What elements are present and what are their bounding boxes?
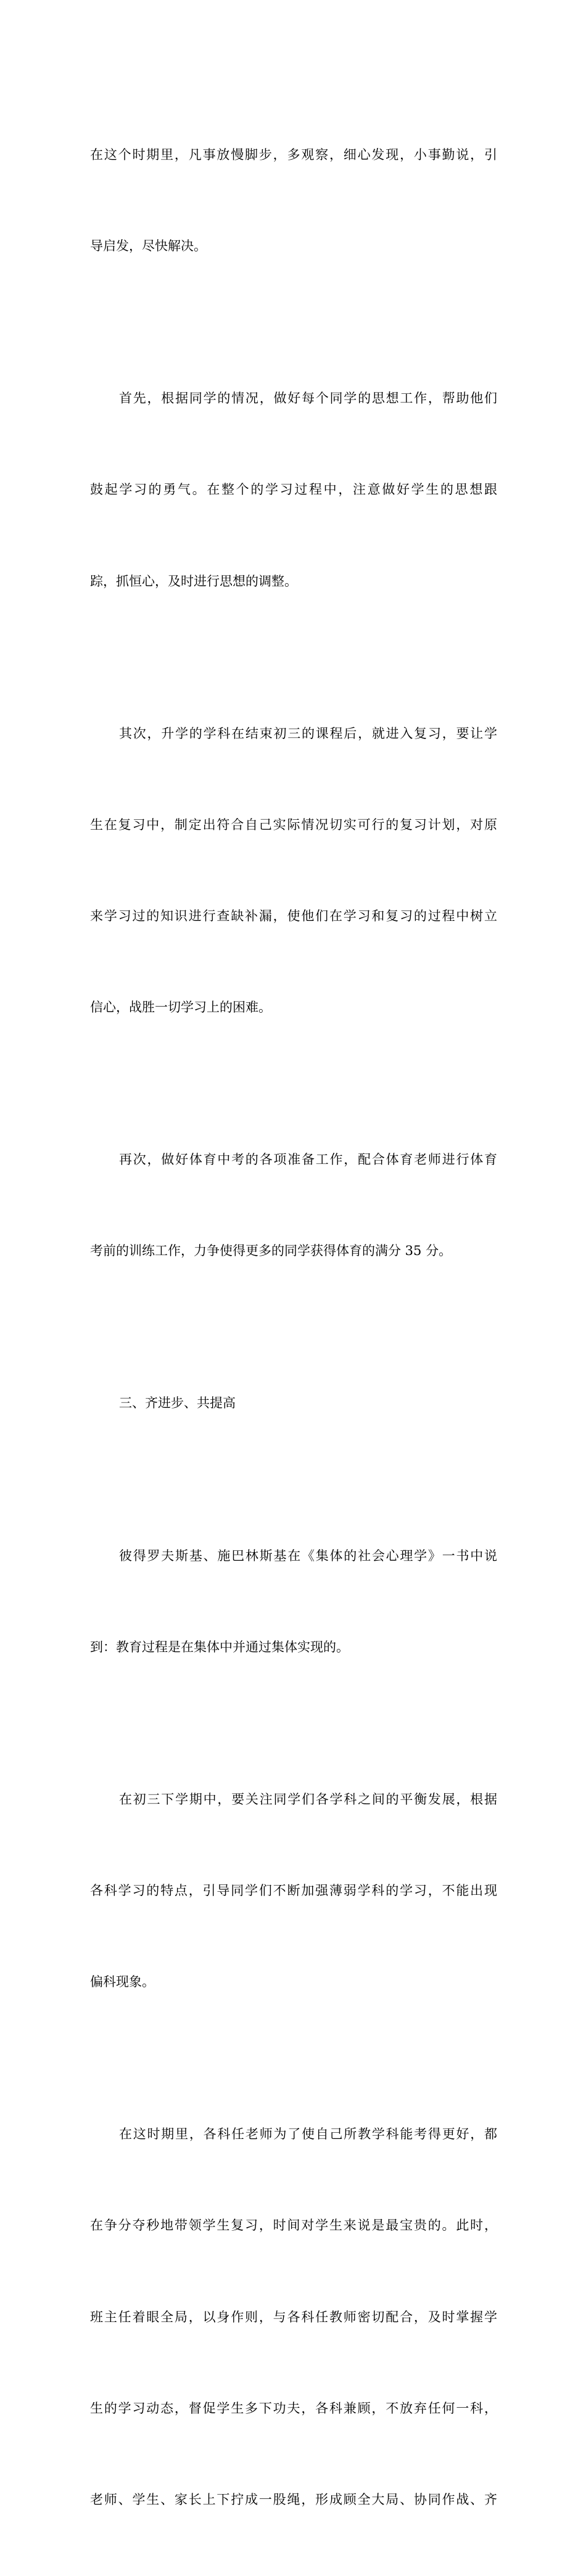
document-body: [90, 79, 497, 2576]
paragraph: [90, 322, 497, 657]
text-line: 踪，抓恒心，及时进行思想的调整。: [90, 573, 297, 589]
text-line: 其次，升学的学科在结束初三的课程后，就进入复习，要让学: [119, 726, 497, 741]
paragraph: [90, 2058, 497, 2576]
text-line: 班主任着眼全局，以身作则，与各科任教师密切配合，及时掌握学: [90, 2309, 497, 2325]
paragraph: [90, 79, 497, 322]
text-line: 导启发，尽快解决。: [90, 239, 207, 254]
text-line: 鼓起学习的勇气。在整个的学习过程中，注意做好学生的思想跟: [90, 482, 497, 497]
text-line: 偏科现象。: [90, 1974, 155, 1990]
text-line: 各科学习的特点，引导同学们不断加强薄弱学科的学习，不能出现: [90, 1883, 497, 1898]
text-line: 在争分夺秒地带领学生复习，时间对学生来说是最宝贵的。此时，: [90, 2218, 497, 2233]
text-line: 生的学习动态，督促学生多下功夫，各科兼顾，不放弃任何一科，: [90, 2400, 497, 2416]
text-line: 彼得罗夫斯基、施巴林斯基在《集体的社会心理学》一书中说: [119, 1548, 497, 1563]
paragraph: [90, 1480, 497, 1723]
text-line: 首先，根据同学的情况，做好每个同学的思想工作，帮助他们: [119, 391, 497, 406]
text-line: 信心，战胜一切学习上的困难。: [90, 1000, 271, 1015]
text-line: 来学习过的知识进行查缺补漏，使他们在学习和复习的过程中树立: [90, 908, 497, 923]
paragraph: [90, 1723, 497, 2058]
paragraph: [90, 658, 497, 1084]
heading-text: 三、齐进步、共提高: [119, 1396, 236, 1411]
text-line: 在初三下学期中，要关注同学们各学科之间的平衡发展，根据: [119, 1791, 497, 1807]
text-line: 在这时期里，各科任老师为了使自己所教学科能考得更好，都: [119, 2127, 497, 2142]
section-heading: [90, 1328, 497, 1480]
text-line: 再次，做好体育中考的各项准备工作，配合体育老师进行体育: [119, 1152, 497, 1167]
text-line: 考前的训练工作，力争使得更多的同学获得体育的满分 35 分。: [90, 1243, 452, 1259]
text-line: 到：教育过程是在集体中并通过集体实现的。: [90, 1639, 349, 1654]
text-line: 生在复习中，制定出符合自己实际情况切实可行的复习计划，对原: [90, 817, 497, 832]
paragraph: [90, 1084, 497, 1327]
text-line: 在这个时期里，凡事放慢脚步，多观察，细心发现，小事勤说，引: [90, 147, 497, 162]
text-line: 老师、学生、家长上下拧成一股绳，形成顾全大局、协同作战、齐: [90, 2492, 497, 2508]
